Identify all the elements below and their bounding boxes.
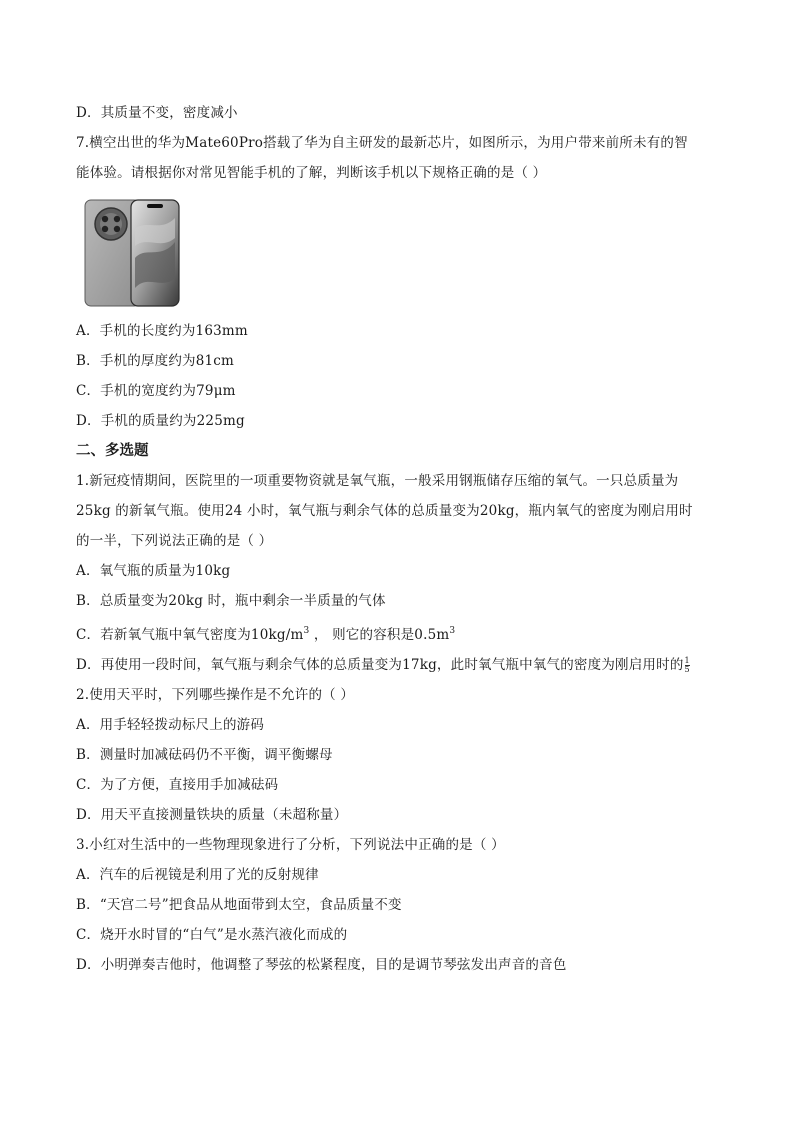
fraction-denominator: 5 <box>684 665 690 674</box>
m1-stem-line3: 的一半，下列说法正确的是（ ） <box>76 533 273 549</box>
m3-stem: 3.小红对生活中的一些物理现象进行了分析，下列说法中正确的是（ ） <box>76 837 505 853</box>
q6-option-d: D．其质量不变，密度减小 <box>76 105 238 121</box>
q7-stem-line1: 7.横空出世的华为Mate60Pro搭载了华为自主研发的最新芯片，如图所示，为用户带来前所未有的智 <box>76 135 688 151</box>
m2-option-a: A．用手轻轻拨动标尺上的游码 <box>76 717 265 733</box>
question-7 <box>76 128 726 436</box>
multi-question-2 <box>76 680 726 830</box>
phone-photo <box>83 198 181 310</box>
m2-option-d: D．用天平直接测量铁块的质量（未超称量） <box>76 807 348 823</box>
q7-option-d: D．手机的质量约为225mg <box>76 413 245 429</box>
m1-stem-line1: 1.新冠疫情期间，医院里的一项重要物资就是氧气瓶，一般采用钢瓶储存压缩的氧气。一只总质量为 <box>76 473 679 489</box>
m1-option-c-exponent2: 3 <box>449 626 456 636</box>
section-title: 二、多选题 <box>76 443 149 459</box>
q7-option-b: B．手机的厚度约为81cm <box>76 353 235 369</box>
q7-option-c: C．手机的宽度约为79μm <box>76 383 236 399</box>
m3-option-a: A．汽车的后视镜是利用了光的反射规律 <box>76 867 319 883</box>
multi-question-1 <box>76 466 726 680</box>
q7-stem-line2: 能体验。请根据你对常见智能手机的了解，判断该手机以下规格正确的是（ ） <box>76 165 547 181</box>
m1-option-a: A．氧气瓶的质量为10kg <box>76 563 231 579</box>
fraction-numerator: 1 <box>684 656 690 665</box>
m1-option-d-fraction <box>685 657 690 674</box>
m2-option-b: B．测量时加减砝码仍不平衡，调平衡螺母 <box>76 747 333 763</box>
m3-option-c: C．烧开水时冒的“白气”是水蒸汽液化而成的 <box>76 927 348 943</box>
m1-option-b: B．总质量变为20kg 时，瓶中剩余一半质量的气体 <box>76 593 386 609</box>
m1-option-c-text2: ， 则它的容积是0.5m <box>309 627 450 643</box>
m2-stem: 2.使用天平时，下列哪些操作是不允许的（ ） <box>76 687 355 703</box>
multi-question-3 <box>76 830 726 980</box>
m1-stem-line2: 25kg 的新氧气瓶。使用24 小时，氧气瓶与剩余气体的总质量变为20kg，瓶内氧气的密度为刚启用时 <box>76 503 693 519</box>
m1-option-c-text1: C．若新氧气瓶中氧气密度为10kg/m <box>76 627 304 643</box>
m1-option-c-exponent1: 3 <box>303 626 310 636</box>
m1-option-d-text: D．再使用一段时间，氧气瓶与剩余气体的总质量变为17kg，此时氧气瓶中氧气的密度为刚启用时的 <box>76 657 684 673</box>
m1-option-c <box>76 616 726 650</box>
exam-page <box>76 98 726 980</box>
m1-option-d <box>76 650 726 680</box>
m2-option-c: C．为了方便，直接用手加减砝码 <box>76 777 279 793</box>
m3-option-d: D．小明弹奏吉他时，他调整了琴弦的松紧程度，目的是调节琴弦发出声音的音色 <box>76 957 567 973</box>
q7-option-a: A．手机的长度约为163mm <box>76 323 248 339</box>
m3-option-b: B．“天宫二号”把食品从地面带到太空，食品质量不变 <box>76 897 402 913</box>
